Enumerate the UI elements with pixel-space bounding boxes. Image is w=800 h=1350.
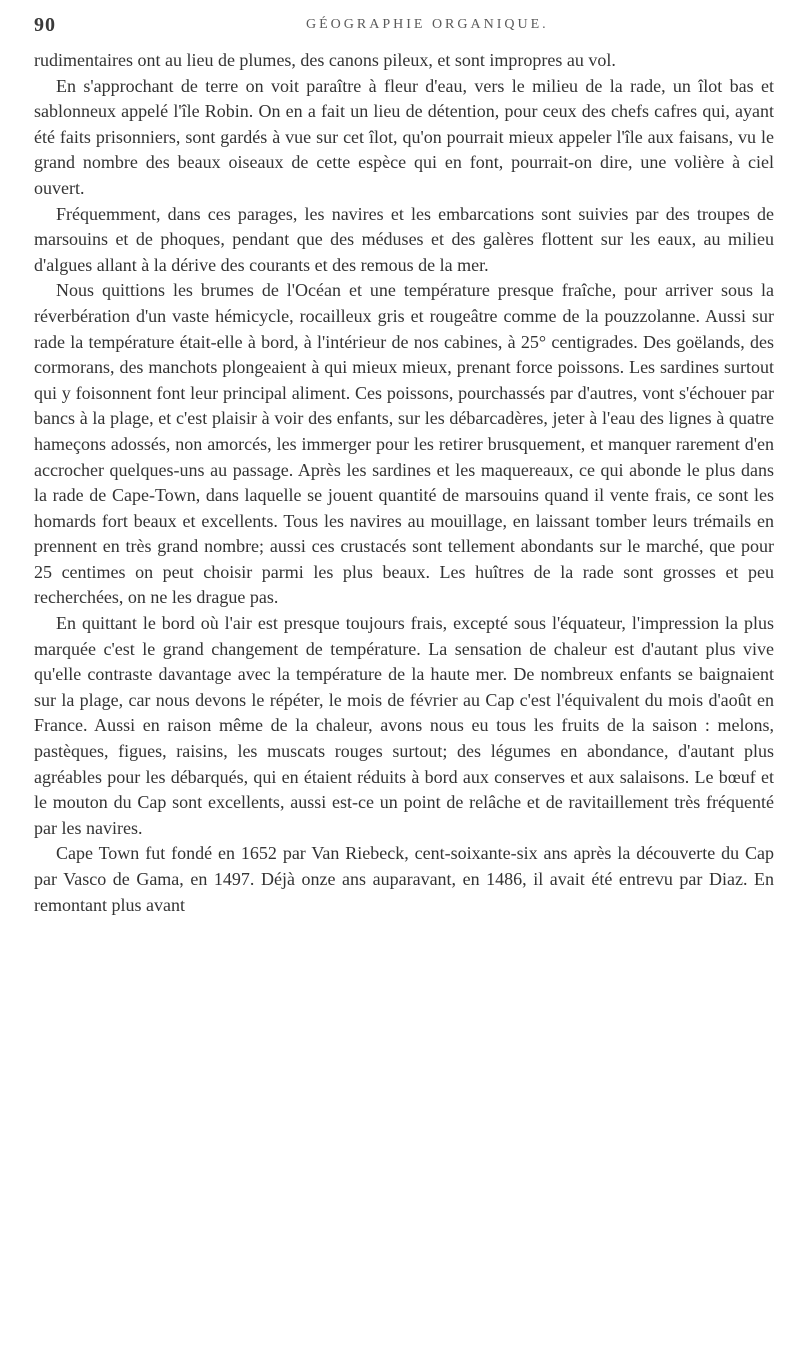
paragraph: rudimentaires ont au lieu de plumes, des canons pileux, et sont impropres au vol. <box>34 50 616 70</box>
paragraph: En s'approchant de terre on voit paraître à fleur d'eau, vers le milieu de la rade, un îlot bas et sablonneux appelé l'île Robin. On en a fait un lieu de détention, pour ceux des chefs cafres qui, ayant été faits prisonniers, sont gardés à vue sur cet îlot, qu'on pourrait mieux appeler l'île aux faisans, vu le grand nombre des beaux oiseaux de cette espèce qui en font, pourrait-on dire, une volière à ciel ouvert. <box>34 75 774 198</box>
page-header <box>34 14 774 44</box>
paragraph: En quittant le bord où l'air est presque toujours frais, excepté sous l'équateur, l'impression la plus marquée c'est le grand changement de température. La sensation de chaleur est d'autant plus vive qu'elle contraste davantage avec la température de la haute mer. De nombreux enfants se baignaient sur la plage, car nous devons le répéter, le mois de février au Cap c'est l'équivalent du mois d'août en France. Aussi en raison même de la chaleur, avons nous eu tous les fruits de la saison : melons, pastèques, figues, raisins, les muscats rouges surtout; des légumes en abondance, d'autant plus agréables pour les débarqués, qui en étaient réduits à bord aux conserves et aux salaisons. Le bœuf et le mouton du Cap sont excellents, aussi est-ce un point de relâche et de ravitaillement très fréquenté par les navires. <box>34 613 774 838</box>
paragraph: Fréquemment, dans ces parages, les navires et les embarcations sont suivies par des troupes de marsouins et de phoques, pendant que des méduses et des galères flottent sur les eaux, au milieu d'algues allant à la dérive des courants et des remous de la mer. <box>34 203 774 275</box>
page-number: 90 <box>34 14 56 36</box>
paragraph: Nous quittions les brumes de l'Océan et une température presque fraîche, pour arriver sous la réverbération d'un vaste hémicycle, rocailleux gris et rougeâtre comme de la pouzzolanne. Aussi sur rade la température était-elle à bord, à l'intérieur de nos cabines, à 25° centigrades. Des goëlands, des cormorans, des manchots plongeaient à qui mieux mieux, prenant force poissons. Les sardines surtout qui y foisonnent font leur principal aliment. Ces poissons, pourchassés par d'autres, vont s'échouer par bancs à la plage, et c'est plaisir à voir des enfants, sur les débarcadères, jeter à l'eau des lignes à quatre hameçons adossés, non amorcés, les immerger pour les retirer brusquement, et manquer rarement d'en accrocher quelques-uns au passage. Après les sardines et les maquereaux, ce qui abonde le plus dans la rade de Cape-Town, dans laquelle se jouent quantité de marsouins quand il vente frais, ce sont les homards fort beaux et excellents. Tous les navires au mouillage, en laissant tomber leurs trémails en prennent en très grand nombre; aussi ces crustacés sont tellement abondants sur le marché, que pour 25 centimes on peut choisir parmi les plus beaux. Les huîtres de la rade sont grosses et peu recherchées, on ne les drague pas. <box>34 280 774 608</box>
paragraph: Cape Town fut fondé en 1652 par Van Riebeck, cent-soixante-six ans après la découverte du Cap par Vasco de Gama, en 1497. Déjà onze ans auparavant, en 1486, il avait été entrevu par Diaz. En remontant plus avant <box>34 843 774 915</box>
body-text <box>34 48 774 918</box>
running-title: GÉOGRAPHIE ORGANIQUE. <box>306 17 549 32</box>
